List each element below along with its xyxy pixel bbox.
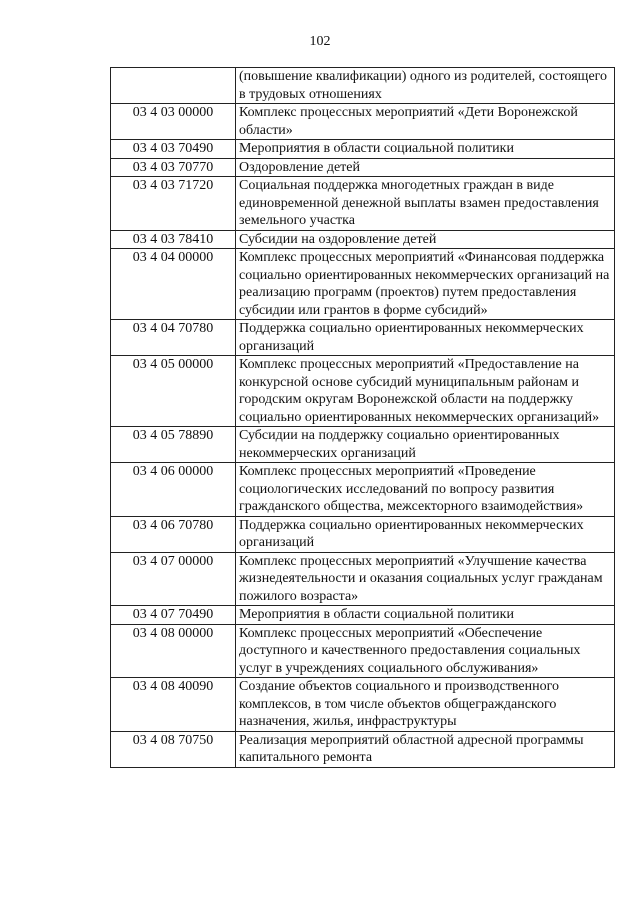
row-name: Мероприятия в области социальной политики xyxy=(236,606,615,625)
table-row xyxy=(111,731,615,767)
table-row xyxy=(111,140,615,159)
row-name: Реализация мероприятий областной адресной программы капитального ремонта xyxy=(236,731,615,767)
table-row xyxy=(111,624,615,678)
row-name: Оздоровление детей xyxy=(236,158,615,177)
table-row xyxy=(111,552,615,606)
row-name: Комплекс процессных мероприятий «Предоставление на конкурсной основе субсидий муниципальным районам и городским округам Воронежской области на поддержку социально ориентированных некоммерческих организаций» xyxy=(236,356,615,427)
row-code: 03 4 03 78410 xyxy=(111,230,236,249)
budget-classification-table xyxy=(110,67,615,768)
row-code: 03 4 06 70780 xyxy=(111,516,236,552)
table-row xyxy=(111,158,615,177)
table-row xyxy=(111,230,615,249)
row-code: 03 4 08 70750 xyxy=(111,731,236,767)
row-name: Субсидии на оздоровление детей xyxy=(236,230,615,249)
row-code: 03 4 03 71720 xyxy=(111,177,236,231)
row-code: 03 4 06 00000 xyxy=(111,463,236,517)
table-row xyxy=(111,516,615,552)
row-code: 03 4 08 00000 xyxy=(111,624,236,678)
row-name: Поддержка социально ориентированных некоммерческих организаций xyxy=(236,320,615,356)
row-name: Комплекс процессных мероприятий «Проведение социологических исследований по вопросу развития гражданского общества, межсекторного взаимодействия» xyxy=(236,463,615,517)
row-code: 03 4 07 70490 xyxy=(111,606,236,625)
row-name: Комплекс процессных мероприятий «Обеспечение доступного и качественного предоставления социальных услуг в учреждениях социального обслуживания» xyxy=(236,624,615,678)
row-code: 03 4 05 00000 xyxy=(111,356,236,427)
row-code: 03 4 03 00000 xyxy=(111,104,236,140)
table-row xyxy=(111,678,615,732)
row-name: Субсидии на поддержку социально ориентированных некоммерческих организаций xyxy=(236,427,615,463)
page-number: 102 xyxy=(309,34,331,49)
row-code: 03 4 08 40090 xyxy=(111,678,236,732)
table-row xyxy=(111,320,615,356)
row-code: 03 4 07 00000 xyxy=(111,552,236,606)
table-row xyxy=(111,249,615,320)
table-row xyxy=(111,463,615,517)
table-row xyxy=(111,427,615,463)
row-code: 03 4 03 70490 xyxy=(111,140,236,159)
row-code xyxy=(111,68,236,104)
row-code: 03 4 04 00000 xyxy=(111,249,236,320)
table-row xyxy=(111,104,615,140)
row-name: Создание объектов социального и производственного комплексов, в том числе объектов общегражданского назначения, жилья, инфраструктуры xyxy=(236,678,615,732)
table-row xyxy=(111,606,615,625)
row-name: (повышение квалификации) одного из родителей, состоящего в трудовых отношениях xyxy=(236,68,615,104)
row-name: Комплекс процессных мероприятий «Улучшение качества жизнедеятельности и оказания социальных услуг гражданам пожилого возраста» xyxy=(236,552,615,606)
table-row xyxy=(111,356,615,427)
table-row xyxy=(111,177,615,231)
table-body xyxy=(111,68,615,768)
row-name: Мероприятия в области социальной политики xyxy=(236,140,615,159)
row-name: Комплекс процессных мероприятий «Финансовая поддержка социально ориентированных некоммерческих организаций на реализацию программ (проектов) путем предоставления субсидии или грантов в форме субсидий» xyxy=(236,249,615,320)
row-name: Социальная поддержка многодетных граждан в виде единовременной денежной выплаты взамен предоставления земельного участка xyxy=(236,177,615,231)
row-code: 03 4 04 70780 xyxy=(111,320,236,356)
row-code: 03 4 05 78890 xyxy=(111,427,236,463)
row-code: 03 4 03 70770 xyxy=(111,158,236,177)
row-name: Поддержка социально ориентированных некоммерческих организаций xyxy=(236,516,615,552)
row-name: Комплекс процессных мероприятий «Дети Воронежской области» xyxy=(236,104,615,140)
table-row xyxy=(111,68,615,104)
